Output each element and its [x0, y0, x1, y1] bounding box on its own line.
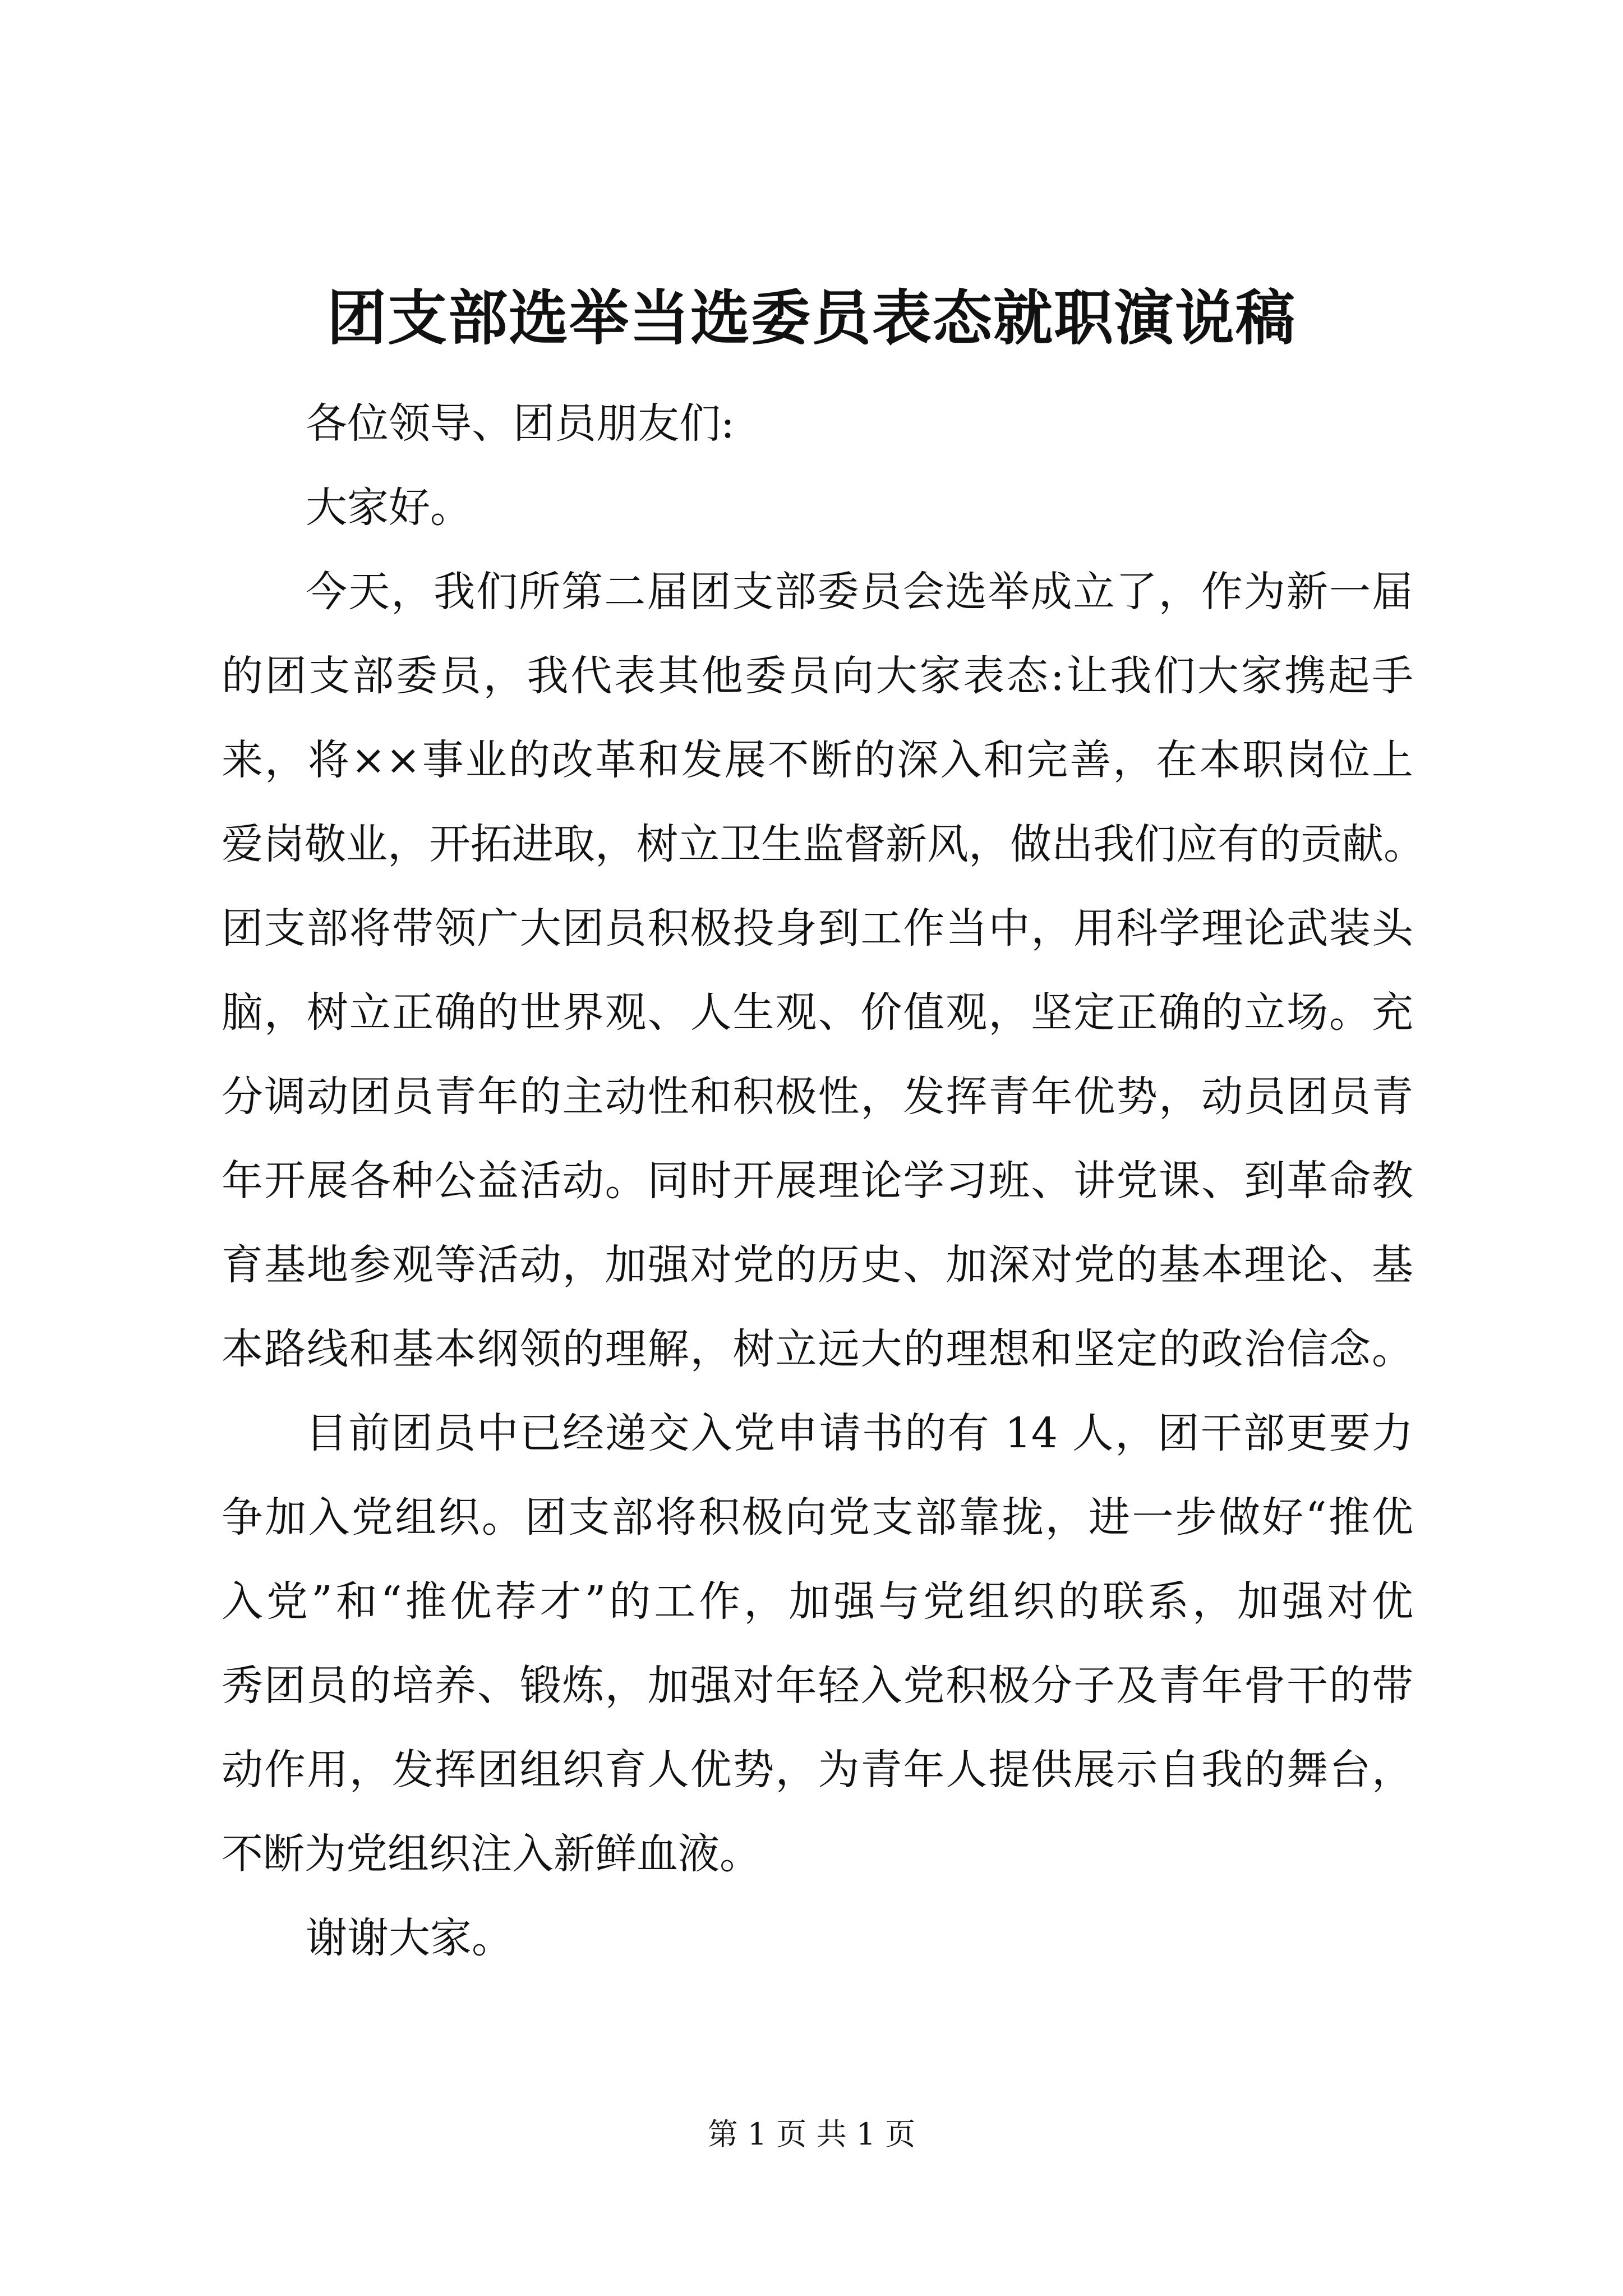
- closing-line: 谢谢大家。: [306, 1914, 513, 1962]
- paragraph-1-line: 育基地参观等活动，加强对党的历史、加深对党的基本理论、基: [222, 1241, 1413, 1289]
- paragraph-2-line: 入党”和“推优荐才”的工作，加强与党组织的联系，加强对优: [222, 1577, 1413, 1626]
- paragraph-1-line: 分调动团员青年的主动性和积极性，发挥青年优势，动员团员青: [222, 1073, 1413, 1121]
- paragraph-1-line: 脑，树立正确的世界观、人生观、价值观，坚定正确的立场。充: [222, 988, 1413, 1037]
- paragraph-1-line: 今天，我们所第二届团支部委员会选举成立了，作为新一届: [306, 568, 1413, 616]
- paragraph-1-line: 来，将××事业的改革和发展不断的深入和完善，在本职岗位上: [222, 736, 1413, 784]
- paragraph-2-line: 秀团员的培养、锻炼，加强对年轻入党积极分子及青年骨干的带: [222, 1662, 1413, 1710]
- paragraph-1-line: 爱岗敬业，开拓进取，树立卫生监督新风，做出我们应有的贡献。: [222, 820, 1425, 868]
- greeting-line: 大家好。: [306, 484, 472, 532]
- salutation-line: 各位领导、团员朋友们:: [306, 399, 735, 448]
- paragraph-1-line: 的团支部委员，我代表其他委员向大家表态:让我们大家携起手: [222, 652, 1413, 700]
- paragraph-2-line: 争加入党组织。团支部将积极向党支部靠拢，进一步做好“推优: [222, 1493, 1413, 1542]
- paragraph-2: [222, 1391, 1413, 1896]
- document-body: [222, 381, 1425, 1980]
- paragraph-2-line: 动作用，发挥团组织育人优势，为青年人提供展示自我的舞台，: [222, 1746, 1413, 1794]
- paragraph-2-line: 目前团员中已经递交入党申请书的有 14 人，团干部更要力: [306, 1409, 1413, 1457]
- paragraph-1-line: 年开展各种公益活动。同时开展理论学习班、讲党课、到革命教: [222, 1157, 1413, 1205]
- paragraph-1-line: 本路线和基本纲领的理解，树立远大的理想和坚定的政治信念。: [222, 1325, 1413, 1373]
- document-title: 团支部选举当选委员表态就职演说稿: [327, 283, 1296, 353]
- paragraph-2-line: 不断为党组织注入新鲜血液。: [222, 1830, 761, 1878]
- paragraph-1: [222, 550, 1425, 1391]
- page-indicator: 第 1 页 共 1 页: [707, 2116, 916, 2152]
- paragraph-1-line: 团支部将带领广大团员积极投身到工作当中，用科学理论武装头: [222, 904, 1413, 953]
